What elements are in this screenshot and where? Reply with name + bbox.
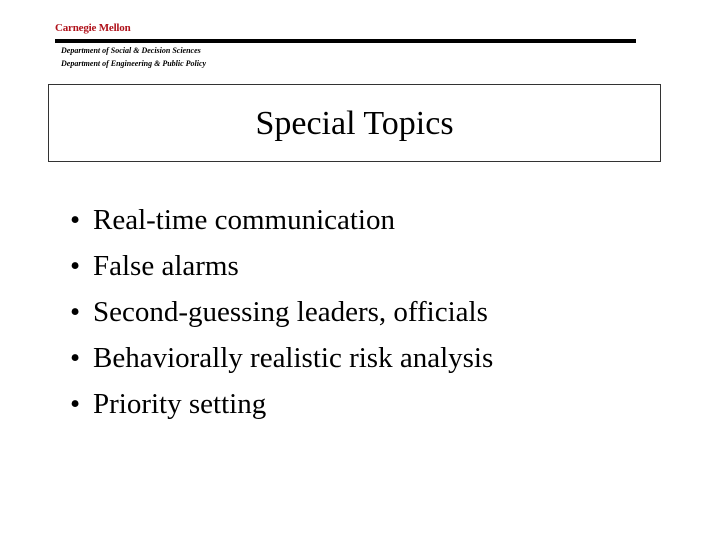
bullet-icon: • <box>70 250 81 282</box>
bullet-icon: • <box>70 388 81 420</box>
department-line-1: Department of Social & Decision Sciences <box>61 46 201 55</box>
title-box <box>48 84 661 162</box>
bullet-icon: • <box>70 204 81 236</box>
slide-title: Special Topics <box>255 105 454 142</box>
bullet-text: Real-time communication <box>93 204 395 236</box>
bullet-text: Second-guessing leaders, officials <box>93 296 488 328</box>
carnegie-mellon-logo: Carnegie Mellon <box>55 22 131 34</box>
bullet-text: False alarms <box>93 250 239 282</box>
bullet-icon: • <box>70 296 81 328</box>
department-line-2: Department of Engineering & Public Policy <box>61 59 207 68</box>
bullet-icon: • <box>70 342 81 374</box>
bullet-text: Behaviorally realistic risk analysis <box>93 342 494 374</box>
bullet-text: Priority setting <box>93 388 267 420</box>
header-divider <box>55 39 636 43</box>
